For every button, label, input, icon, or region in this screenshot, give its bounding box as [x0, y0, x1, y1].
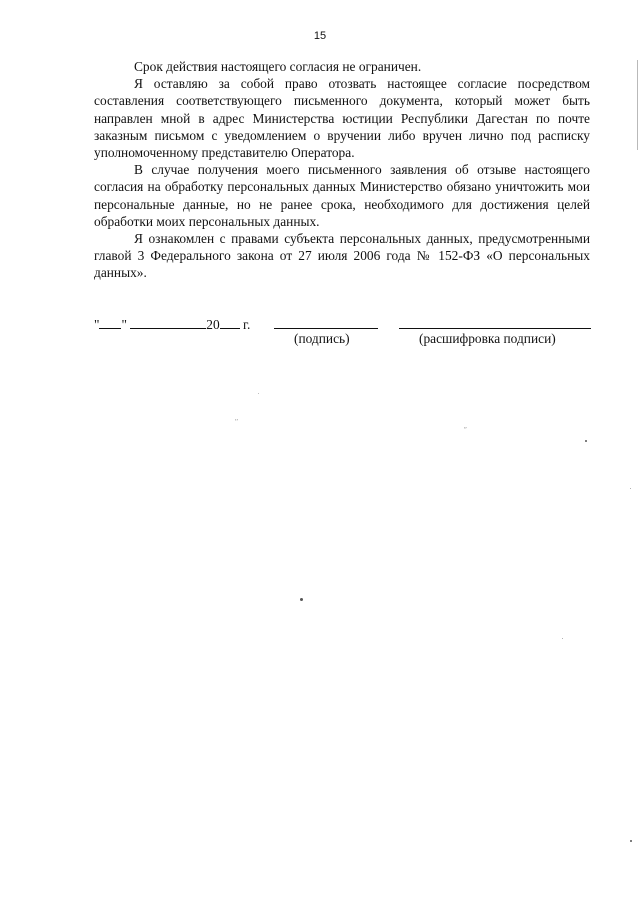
page-number: 15 — [313, 30, 327, 42]
paragraph-validity: Срок действия настоящего согласия не ограничен. — [134, 59, 422, 74]
document-body — [94, 58, 590, 282]
year-prefix: 20 — [206, 317, 220, 332]
year-suffix: г. — [243, 317, 251, 332]
decoding-caption: (расшифровка подписи) — [419, 331, 556, 346]
paragraph-acknowledgement: Я ознакомлен с правами субъекта персональных данных, предусмотренными главой 3 Федерального закона от 27 июля 2006 года № 152-ФЗ «О персональных данных». — [94, 231, 590, 281]
scan-artifact: ″ — [464, 426, 467, 434]
scan-speck — [630, 488, 631, 489]
scan-artifact: ′′ — [235, 418, 239, 426]
month-blank — [130, 316, 206, 329]
signature-caption: (подпись) — [294, 331, 350, 346]
year-blank — [220, 316, 240, 329]
scan-edge-line — [637, 60, 638, 150]
paragraph-revocation-handling: В случае получения моего письменного заявления об отзыве настоящего согласия на обработку персональных данных Министерство обязано уничтожить мои персональные данные, но не ранее срока, необходимого для достижения целей обработки моих персональных данных. — [94, 162, 590, 229]
scan-speck — [258, 393, 259, 394]
scan-speck — [300, 598, 303, 601]
scan-speck — [630, 840, 632, 842]
quote-close: " — [121, 317, 127, 332]
date-field — [94, 316, 250, 333]
scan-speck — [562, 638, 563, 639]
quote-open: " — [94, 317, 100, 332]
scan-speck — [585, 440, 587, 442]
paragraph-revocation-right: Я оставляю за собой право отозвать настоящее согласие посредством составления соответствующего письменного документа, который может быть направлен мной в адрес Министерства юстиции Республики Дагестан по почте заказным письмом с уведомлением о вручении либо вручен лично под расписку уполномоченному представителю Оператора. — [94, 76, 590, 161]
day-blank — [99, 316, 121, 329]
